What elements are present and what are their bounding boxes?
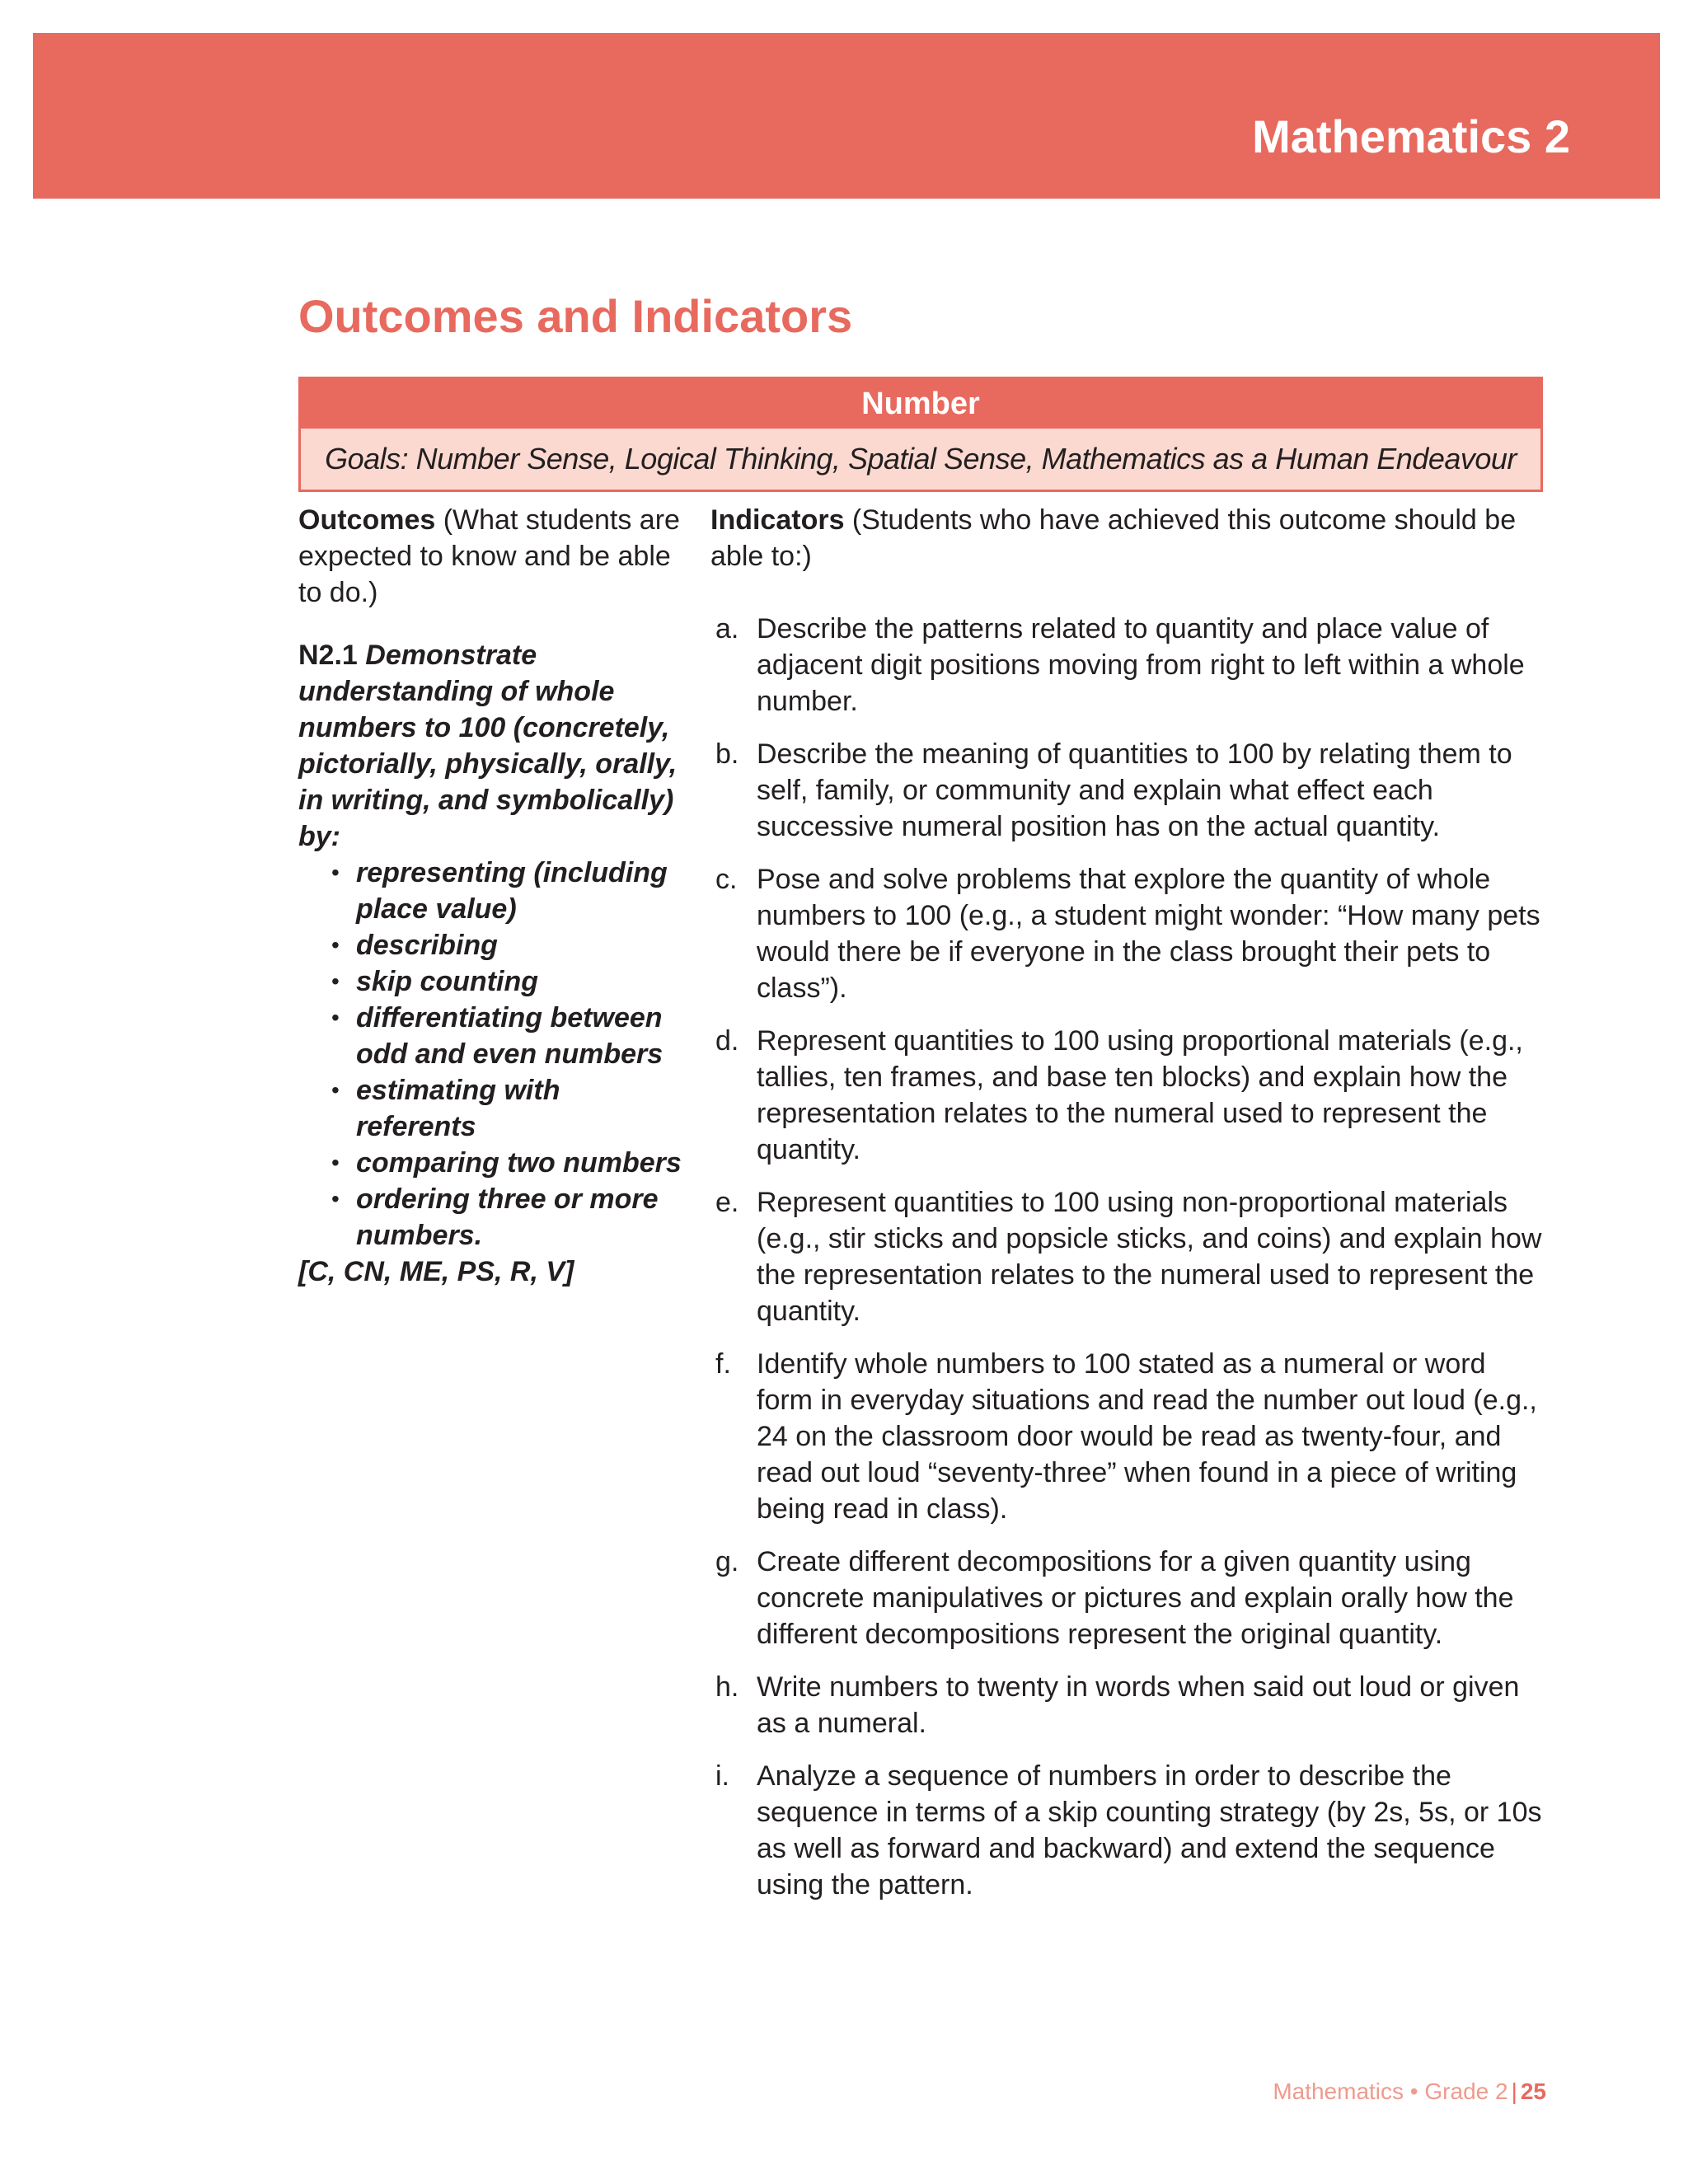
indicator-text: Represent quantities to 100 using non-proportional materials (e.g., stir sticks and popsicle sticks, and coins) and explain how the representation relates to the numeral used to represent the quantity. xyxy=(757,1187,1542,1328)
strand-name: Number xyxy=(301,379,1540,429)
outcome-bullet: • comparing two numbers xyxy=(331,1145,682,1181)
outcome-bullet: • estimating with referents xyxy=(331,1072,682,1145)
main-content xyxy=(298,288,1543,1919)
outcome-bullet: • representing (including place value) xyxy=(331,855,682,927)
indicator-item xyxy=(710,736,1543,845)
indicator-text: Write numbers to twenty in words when said out loud or given as a numeral. xyxy=(757,1671,1520,1740)
outcome-bullet-list xyxy=(298,855,682,1254)
indicator-item xyxy=(710,1669,1543,1741)
indicator-letter: c. xyxy=(715,864,738,896)
outcomes-indicators-columns xyxy=(298,502,1543,1919)
outcome-text: Demonstrate understanding of whole numbers to 100 (concretely, pictorially, physically, orally, in writing, and symbolically) by: xyxy=(298,640,678,853)
outcome-code: N2.1 xyxy=(298,640,358,672)
indicator-text: Create different decompositions for a given quantity using concrete manipulatives or pictures and explain orally how the different decompositions represent the original quantity. xyxy=(757,1546,1514,1651)
strand-table xyxy=(298,377,1543,492)
indicator-letter: b. xyxy=(715,738,739,771)
indicator-text: Identify whole numbers to 100 stated as a numeral or word form in everyday situations and read the number out loud (e.g., 24 on the classroom door would be read as twenty-four, and read out loud “seventy-three” when found in a piece of writing being read in class). xyxy=(757,1348,1537,1526)
indicator-item xyxy=(710,611,1543,719)
indicator-item xyxy=(710,1023,1543,1168)
indicator-text: Analyze a sequence of numbers in order to describe the sequence in terms of a skip counting strategy (by 2s, 5s, or 10s as well as forward and backward) and extend the sequence using the pattern. xyxy=(757,1760,1542,1901)
indicator-text: Describe the meaning of quantities to 100 by relating them to self, family, or community and explain what effect each successive numeral position has on the actual quantity. xyxy=(757,738,1512,843)
page-number: 25 xyxy=(1520,2079,1546,2104)
outcome-bullet: • differentiating between odd and even numbers xyxy=(331,1000,682,1072)
indicators-heading-note: (Students who have achieved this outcome should be able to:) xyxy=(710,504,1517,573)
footer-text: Mathematics • Grade 2 xyxy=(1273,2079,1508,2104)
outcome-bullet: • ordering three or more numbers. xyxy=(331,1181,682,1254)
outcome-bullet: • describing xyxy=(331,927,682,963)
outcomes-heading-label: Outcomes xyxy=(298,504,436,537)
indicators-heading-label: Indicators xyxy=(710,504,845,537)
indicator-letter: h. xyxy=(715,1671,739,1704)
indicator-letter: i. xyxy=(715,1760,729,1793)
indicator-item xyxy=(710,1544,1543,1652)
outcomes-heading-note: (What students are expected to know and be able to do.) xyxy=(298,504,680,609)
section-title: Outcomes and Indicators xyxy=(298,290,853,342)
strand-goals: Goals: Number Sense, Logical Thinking, Spatial Sense, Mathematics as a Human Endeavour xyxy=(301,429,1540,490)
outcome-n2-1 xyxy=(298,637,682,1290)
indicator-item xyxy=(710,1184,1543,1329)
indicator-letter: g. xyxy=(715,1546,739,1578)
indicators-column xyxy=(702,502,1543,1919)
indicators-heading xyxy=(710,502,1543,574)
indicator-letter: f. xyxy=(715,1348,731,1380)
outcomes-heading xyxy=(298,502,682,611)
indicator-text: Pose and solve problems that explore the quantity of whole numbers to 100 (e.g., a student might wonder: “How many pets would there be if everyone in the class brought their pets to class”). xyxy=(757,864,1540,1005)
indicator-letter: a. xyxy=(715,613,739,645)
process-codes: [C, CN, ME, PS, R, V] xyxy=(298,1256,574,1288)
outcomes-column xyxy=(298,502,702,1919)
page-footer xyxy=(1273,2080,1546,2103)
indicator-item xyxy=(710,1758,1543,1903)
indicator-letter: e. xyxy=(715,1187,739,1219)
outcome-bullet: • skip counting xyxy=(331,963,682,1000)
indicator-list xyxy=(710,611,1543,1903)
indicator-item xyxy=(710,861,1543,1006)
indicator-text: Represent quantities to 100 using proportional materials (e.g., tallies, ten frames, and base ten blocks) and explain how the representation relates to the numeral used to represent the quantity. xyxy=(757,1025,1523,1166)
document-title: Mathematics 2 xyxy=(1252,110,1570,162)
indicator-text: Describe the patterns related to quantity and place value of adjacent digit positions moving from right to left within a whole number. xyxy=(757,613,1525,718)
footer-separator: | xyxy=(1511,2079,1517,2104)
indicator-letter: d. xyxy=(715,1025,739,1057)
indicator-item xyxy=(710,1346,1543,1527)
